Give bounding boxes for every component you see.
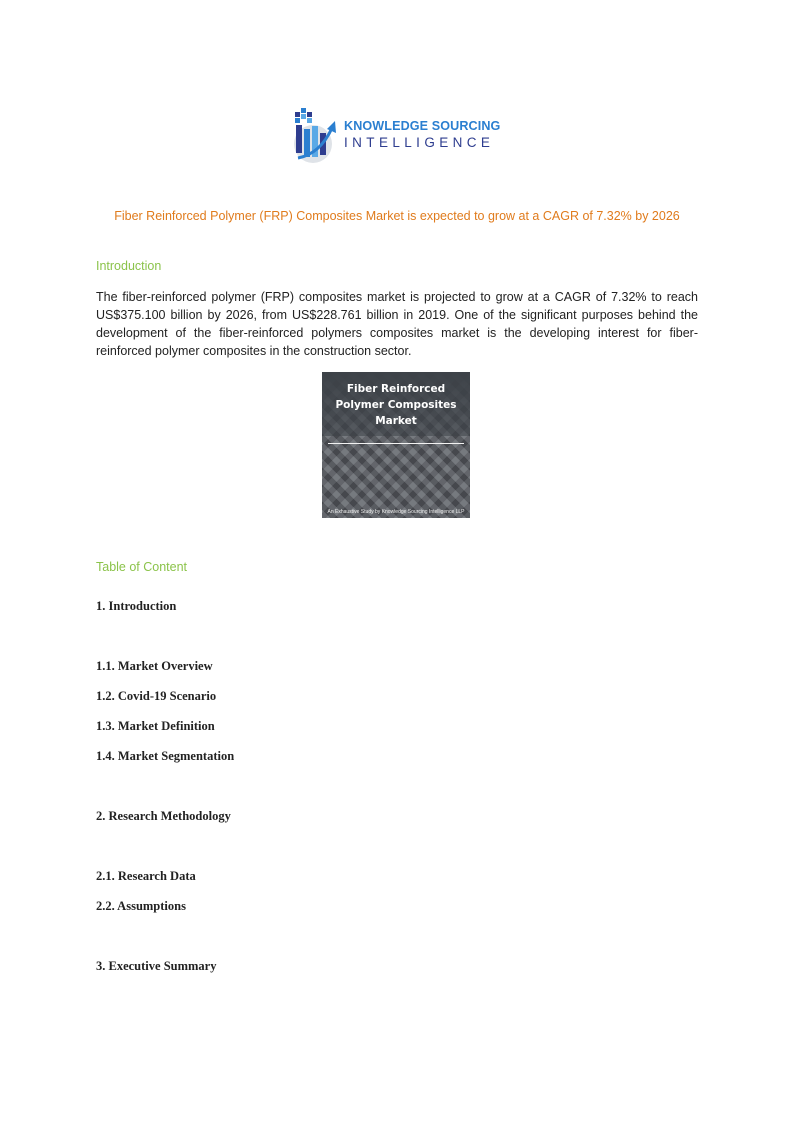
logo-mark-icon (290, 104, 342, 166)
toc-item: 1. Introduction (96, 599, 177, 613)
cover-divider (328, 443, 464, 444)
cover-title: Fiber Reinforced Polymer Composites Market (335, 383, 457, 427)
cover-footer: An Exhaustive Study by Knowledge Sourcing Intelligence LLP (327, 509, 465, 515)
introduction-heading: Introduction (96, 259, 162, 273)
toc-item: 1.2. Covid-19 Scenario (96, 689, 217, 703)
toc-heading: Table of Content (96, 560, 188, 574)
logo-text-secondary: INTELLIGENCE (344, 134, 495, 150)
toc-item: 1.1. Market Overview (96, 659, 213, 673)
toc-item: 2.2. Assumptions (96, 899, 186, 913)
introduction-paragraph: The fiber-reinforced polymer (FRP) composites market is projected to grow at a CAGR of 7.32% to reach US$375.100 billion by 2026, from US$228.761 billion in 2019. One of the significant purposes behind the development of the fiber-reinforced polymers composites market is the developing interest for fiber-reinforced polymer composites in the construction sector. (96, 290, 698, 358)
toc-item: 1.3. Market Definition (96, 719, 215, 733)
toc-item: 1.4. Market Segmentation (96, 749, 235, 763)
toc-item: 3. Executive Summary (96, 959, 217, 973)
logo-text-primary: KNOWLEDGE SOURCING (344, 118, 501, 133)
document-title: Fiber Reinforced Polymer (FRP) Composites Market is expected to grow at a CAGR of 7.32% by 2026 (114, 209, 680, 223)
toc-item: 2.1. Research Data (96, 869, 196, 883)
report-cover-image (322, 372, 470, 518)
toc-item: 2. Research Methodology (96, 809, 231, 823)
company-logo (290, 104, 510, 166)
